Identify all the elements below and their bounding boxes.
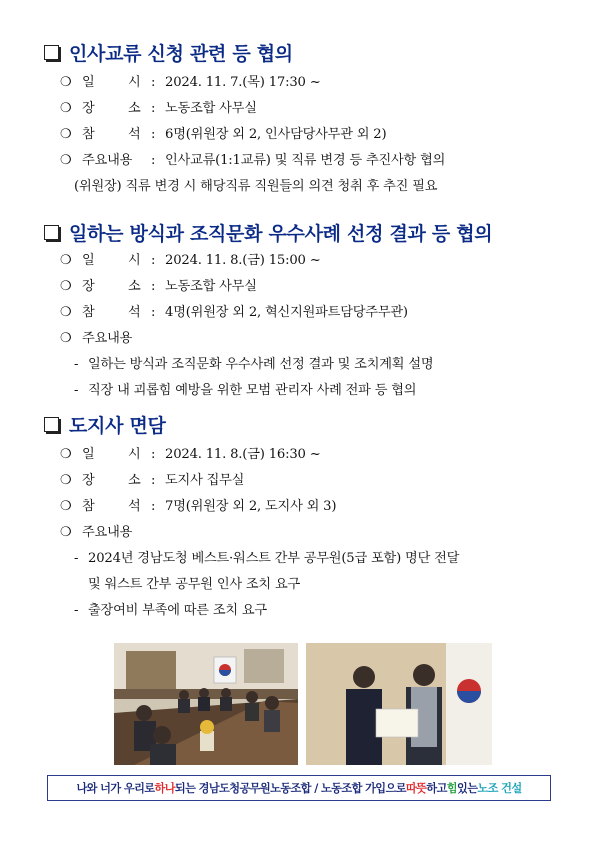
- row-value: 7명(위원장 외 2, 도지사 외 3): [165, 499, 337, 514]
- dash-icon: -: [74, 357, 79, 372]
- row-label: 주요내용: [82, 153, 133, 168]
- row-value: 2024. 11. 8.(금) 15:00 ~: [165, 253, 321, 268]
- section-title-text: 인사교류 신청 관련 등 협의: [69, 42, 293, 65]
- colon: :: [151, 253, 156, 268]
- colon: :: [151, 101, 156, 116]
- slogan-highlight: 하나: [154, 782, 175, 795]
- list-item-text: 직장 내 괴롭힘 예방을 위한 모범 관리자 사례 전파 등 협의: [88, 383, 417, 398]
- colon: :: [151, 447, 156, 462]
- list-item-text: 출장여비 부족에 따른 조치 요구: [88, 603, 267, 618]
- row-label: 주요내용: [82, 331, 133, 346]
- handover-photo: [306, 643, 492, 765]
- slogan-part: 있는: [457, 782, 478, 795]
- row-label: 일 시: [82, 75, 141, 90]
- list-item: [44, 546, 570, 572]
- info-row-attendees: [44, 122, 570, 148]
- slogan-highlight: 노조 건설: [477, 782, 522, 795]
- row-value: 도지사 집무실: [165, 473, 245, 488]
- colon: :: [151, 499, 156, 514]
- section-2: [44, 218, 570, 404]
- colon: :: [151, 153, 156, 168]
- bullet-icon: ❍: [60, 253, 72, 268]
- info-row-place: [44, 468, 570, 494]
- info-row-content: [44, 520, 570, 546]
- section-3: [44, 410, 570, 624]
- info-row-content: [44, 326, 570, 352]
- slogan-part: 나와 너가 우리로: [76, 782, 155, 795]
- bullet-icon: ❍: [60, 447, 72, 462]
- bullet-icon: ❍: [60, 525, 72, 540]
- checkbox-icon: [44, 417, 59, 432]
- bullet-icon: ❍: [60, 305, 72, 320]
- row-label: 참 석: [82, 305, 141, 320]
- dash-icon: -: [74, 551, 79, 566]
- content-continuation: [44, 174, 570, 200]
- colon: :: [151, 127, 156, 142]
- info-row-place: [44, 96, 570, 122]
- slogan-part: 하고: [426, 782, 447, 795]
- dash-icon: -: [74, 383, 79, 398]
- slogan-highlight: 따뜻: [405, 782, 427, 795]
- row-label: 장 소: [82, 473, 141, 488]
- photo-strip: [114, 643, 492, 765]
- row-label: 장 소: [82, 101, 141, 116]
- bullet-icon: ❍: [60, 101, 72, 116]
- colon: :: [151, 305, 156, 320]
- bullet-icon: ❍: [60, 331, 72, 346]
- row-value: 인사교류(1:1교류) 및 직류 변경 등 추진사항 협의: [165, 153, 446, 168]
- list-item-text: 및 워스트 간부 공무원 인사 조치 요구: [88, 577, 301, 592]
- section-title: [44, 410, 570, 438]
- info-row-datetime: [44, 442, 570, 468]
- bullet-icon: ❍: [60, 153, 72, 168]
- row-value: 2024. 11. 8.(금) 16:30 ~: [165, 447, 321, 462]
- row-label: 일 시: [82, 253, 141, 268]
- meeting-photo: [114, 643, 298, 765]
- section-title-text: 일하는 방식과 조직문화 우수사례 선정 결과 등 협의: [69, 222, 493, 245]
- section-title-text: 도지사 면담: [69, 414, 166, 437]
- bullet-icon: ❍: [60, 499, 72, 514]
- list-item: [44, 598, 570, 624]
- row-value: 노동조합 사무실: [165, 279, 257, 294]
- list-item-continuation: [44, 572, 570, 598]
- checkbox-icon: [44, 225, 59, 240]
- row-label: 장 소: [82, 279, 141, 294]
- row-value: 2024. 11. 7.(목) 17:30 ~: [165, 75, 321, 90]
- row-label: 주요내용: [82, 525, 133, 540]
- colon: :: [151, 473, 156, 488]
- dash-icon: -: [74, 603, 79, 618]
- info-row-attendees: [44, 300, 570, 326]
- list-item: [44, 378, 570, 404]
- section-1: [44, 38, 570, 200]
- checkbox-icon: [44, 45, 59, 60]
- colon: :: [151, 75, 156, 90]
- row-value: 노동조합 사무실: [165, 101, 257, 116]
- colon: :: [151, 279, 156, 294]
- bullet-icon: ❍: [60, 127, 72, 142]
- slogan-highlight: 힘: [446, 782, 457, 795]
- list-item: [44, 352, 570, 378]
- slogan-part: 되는 경남도청공무원노동조합 / 노동조합 가입으로: [174, 782, 406, 795]
- bullet-icon: ❍: [60, 75, 72, 90]
- row-value: 4명(위원장 외 2, 혁신지원파트담당주무관): [165, 305, 408, 320]
- section-title: [44, 38, 570, 66]
- info-row-datetime: [44, 70, 570, 96]
- section-title: [44, 218, 570, 246]
- info-row-attendees: [44, 494, 570, 520]
- info-row-content: [44, 148, 570, 174]
- list-item-text: 2024년 경남도청 베스트·워스트 간부 공무원(5급 포함) 명단 전달: [88, 551, 460, 566]
- bullet-icon: ❍: [60, 279, 72, 294]
- row-label: 일 시: [82, 447, 141, 462]
- info-row-place: [44, 274, 570, 300]
- slogan-banner: [47, 775, 551, 801]
- list-item-text: 일하는 방식과 조직문화 우수사례 선정 결과 및 조치계획 설명: [88, 357, 434, 372]
- row-label: 참 석: [82, 499, 141, 514]
- row-label: 참 석: [82, 127, 141, 142]
- row-value: 6명(위원장 외 2, 인사담당사무관 외 2): [165, 127, 387, 142]
- info-row-datetime: [44, 248, 570, 274]
- bullet-icon: ❍: [60, 473, 72, 488]
- row-value: (위원장) 직류 변경 시 해당직류 직원들의 의견 청취 후 추진 필요: [74, 179, 438, 194]
